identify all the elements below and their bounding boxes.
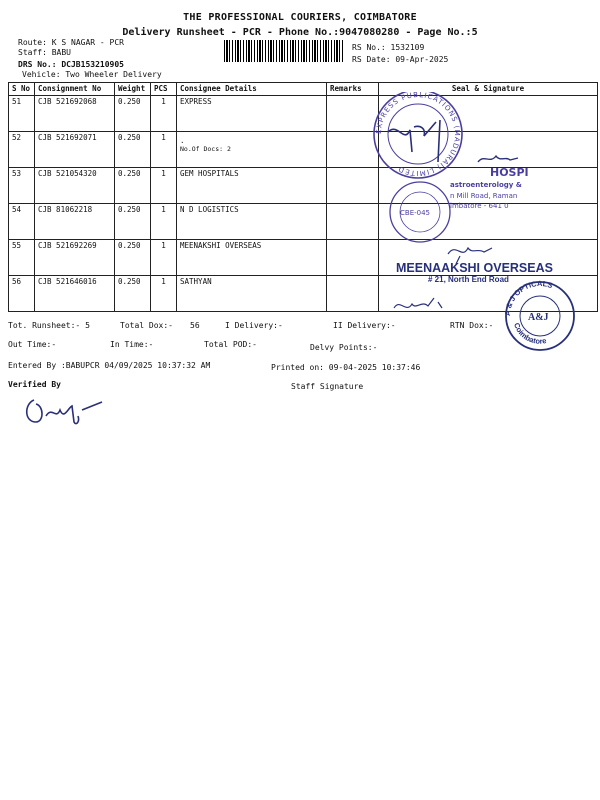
drs-line	[18, 60, 124, 69]
delvy-points: Delvy Points:-	[310, 343, 378, 352]
total-dox-label: Total Dox:-	[120, 321, 173, 330]
cell-consignment: CJB 521054320	[35, 168, 115, 204]
tot-runsheet: Tot. Runsheet:- 5	[8, 321, 90, 330]
rs-date-value: 09-Apr-2025	[395, 55, 449, 64]
rs-date-line	[352, 55, 448, 64]
cell-sno: 52	[9, 132, 35, 168]
in-time: In Time:-	[110, 340, 154, 349]
doc-count-note: No.Of Docs: 2	[180, 145, 231, 153]
cell-pcs: 1	[151, 96, 177, 132]
cell-consignment: CJB 521692071	[35, 132, 115, 168]
gem-signature-mark	[478, 156, 518, 162]
col-consignment: Consignment No	[35, 83, 115, 96]
optical-center-text: A&J	[528, 312, 549, 323]
cell-consignee	[177, 276, 327, 312]
rs-no-label: RS No.:	[352, 43, 386, 52]
vehicle-line	[22, 70, 162, 79]
total-dox-value: 56	[190, 321, 200, 330]
cell-weight: 0.250	[115, 204, 151, 240]
route-line	[18, 38, 124, 47]
cell-sno: 56	[9, 276, 35, 312]
drs-label: DRS No.:	[18, 60, 57, 69]
cell-sno: 54	[9, 204, 35, 240]
consignee-name: GEM HOSPITALS	[180, 169, 239, 178]
cell-consignee	[177, 204, 327, 240]
company-title: THE PROFESSIONAL COURIERS, COIMBATORE	[183, 12, 417, 23]
meenakshi-addr: # 21, North End Road	[428, 275, 509, 284]
optical-top-text: A & J OPTICALS	[502, 278, 554, 317]
cell-consignment: CJB 521646016	[35, 276, 115, 312]
staff-value: BABU	[51, 48, 71, 57]
meenakshi-name: MEENAAKSHI OVERSEAS	[396, 261, 553, 275]
meenakshi-stamp	[396, 248, 553, 284]
col-consignee: Consignee Details	[177, 83, 327, 96]
cell-consignee	[177, 96, 327, 132]
runsheet-subtitle: Delivery Runsheet - PCR - Phone No.:9047080280 - Page No.:5	[122, 27, 478, 38]
cell-pcs: 1	[151, 204, 177, 240]
cell-pcs: 1	[151, 168, 177, 204]
cell-consignment: CJB 521692269	[35, 240, 115, 276]
staff-signature-label: Staff Signature	[291, 382, 364, 391]
consignee-name: EXPRESS	[180, 97, 212, 106]
cell-sno: 51	[9, 96, 35, 132]
cell-consignee	[177, 240, 327, 276]
staff-label: Staff:	[18, 48, 47, 57]
cell-consignee	[177, 168, 327, 204]
cell-pcs: 1	[151, 276, 177, 312]
vehicle-value: Two Wheeler Delivery	[65, 70, 162, 79]
verifier-signature	[22, 392, 122, 432]
cell-sno: 55	[9, 240, 35, 276]
ii-delivery: II Delivery:-	[333, 321, 396, 330]
cell-weight: 0.250	[115, 132, 151, 168]
verified-by: Verified By	[8, 380, 61, 389]
cell-consignment: CJB 521692068	[35, 96, 115, 132]
vehicle-label: Vehicle:	[22, 70, 61, 79]
col-seal: Seal & Signature	[379, 83, 598, 96]
express-stamp	[374, 92, 462, 178]
cell-weight: 0.250	[115, 276, 151, 312]
cell-sno: 53	[9, 168, 35, 204]
col-sno: S No	[9, 83, 35, 96]
route-label: Route:	[18, 38, 47, 47]
entered-by: Entered By :BABUPCR 04/09/2025 10:37:32 AM	[8, 361, 211, 370]
route-value: K S NAGAR - PCR	[51, 38, 124, 47]
gem-line1: HOSPI	[490, 166, 529, 179]
cell-pcs: 1	[151, 240, 177, 276]
express-ring-text: EXPRESS PUBLICATIONS (MADURAI) LIMITED	[374, 92, 462, 178]
optical-bottom-text: Coimbatore	[511, 321, 548, 346]
gem-code: CBE-045	[400, 209, 430, 217]
cell-consignment: CJB 81062218	[35, 204, 115, 240]
consignee-name: SATHYAN	[180, 277, 212, 286]
out-time: Out Time:-	[8, 340, 57, 349]
consignee-name: MEENAKSHI OVERSEAS	[180, 241, 262, 250]
rs-date-label: RS Date:	[352, 55, 391, 64]
gem-line4: imbatore - 641 0	[450, 202, 509, 210]
consignee-name: .	[180, 136, 185, 145]
drs-value: DCJB153210905	[61, 60, 124, 69]
printed-on: Printed on: 09-04-2025 10:37:46	[271, 363, 421, 372]
rs-no-line	[352, 43, 424, 52]
cell-pcs: 1	[151, 132, 177, 168]
gem-line2: astroenterology &	[450, 181, 522, 189]
barcode	[224, 40, 345, 62]
consignee-name: N D LOGISTICS	[180, 205, 239, 214]
i-delivery: I Delivery:-	[225, 321, 283, 330]
signature-mark	[388, 120, 440, 162]
col-pcs: PCS	[151, 83, 177, 96]
cell-weight: 0.250	[115, 96, 151, 132]
cell-weight: 0.250	[115, 168, 151, 204]
rtn-dox: RTN Dox:-	[450, 321, 494, 330]
aj-opticals-stamp	[503, 279, 574, 350]
col-weight: Weight	[115, 83, 151, 96]
staff-line	[18, 48, 71, 57]
cell-consignee	[177, 132, 327, 168]
rs-no-value: 1532109	[390, 43, 425, 52]
sathyan-signature-mark	[394, 298, 442, 308]
total-pod: Total POD:-	[204, 340, 257, 349]
cell-weight: 0.250	[115, 240, 151, 276]
gem-line3: n Mill Road, Raman	[450, 192, 518, 200]
col-remarks: Remarks	[327, 83, 379, 96]
